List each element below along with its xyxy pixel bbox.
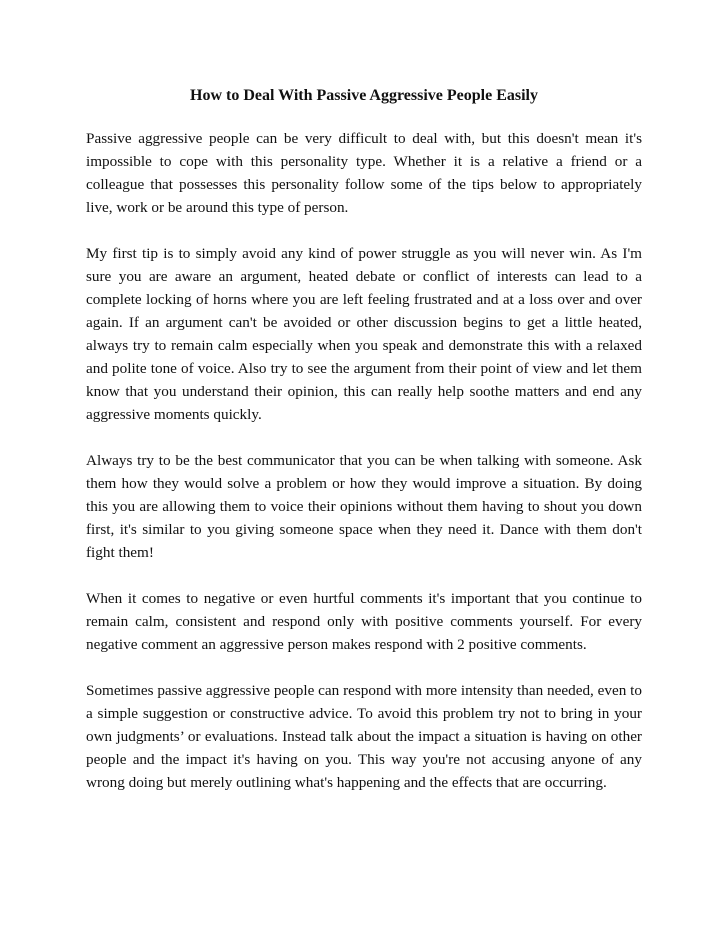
document-page — [86, 84, 642, 817]
paragraph-intensity: Sometimes passive aggressive people can respond with more intensity than needed, even to a simple suggestion or constructive advice. To avoid this problem try not to bring in your own judgments’ or evaluations. Instead talk about the impact a situation is having on other people and the impact it's having on you. This way you're not accusing anyone of any wrong doing but merely outlining what's happening and the effects that are occurring. — [86, 682, 642, 791]
document-title: How to Deal With Passive Aggressive People Easily — [190, 87, 538, 104]
paragraph-communicator: Always try to be the best communicator that you can be when talking with someone. Ask them how they would solve a problem or how they would improve a situation. By doing this you are allowing them to voice their opinions without them having to shout you down first, it's similar to you giving someone space when they need it. Dance with them don't fight them! — [86, 452, 642, 561]
paragraph-power-struggle: My first tip is to simply avoid any kind of power struggle as you will never win. As I'm sure you are aware an argument, heated debate or conflict of interests can lead to a complete locking of horns where you are left feeling frustrated and at a loss over and over again. If an argument can't be avoided or other discussion begins to get a little heated, always try to remain calm especially when you speak and demonstrate this with a relaxed and polite tone of voice. Also try to see the argument from their point of view and let them know that you understand their opinion, this can really help soothe matters and end any aggressive moments quickly. — [86, 245, 642, 423]
paragraph-negative-comments: When it comes to negative or even hurtful comments it's important that you continue to remain calm, consistent and respond only with positive comments yourself. For every negative comment an aggressive person makes respond with 2 positive comments. — [86, 590, 642, 653]
paragraph-intro: Passive aggressive people can be very difficult to deal with, but this doesn't mean it's impossible to cope with this personality type. Whether it is a relative a friend or a colleague that possesses this personality follow some of the tips below to appropriately live, work or be around this type of person. — [86, 130, 642, 216]
